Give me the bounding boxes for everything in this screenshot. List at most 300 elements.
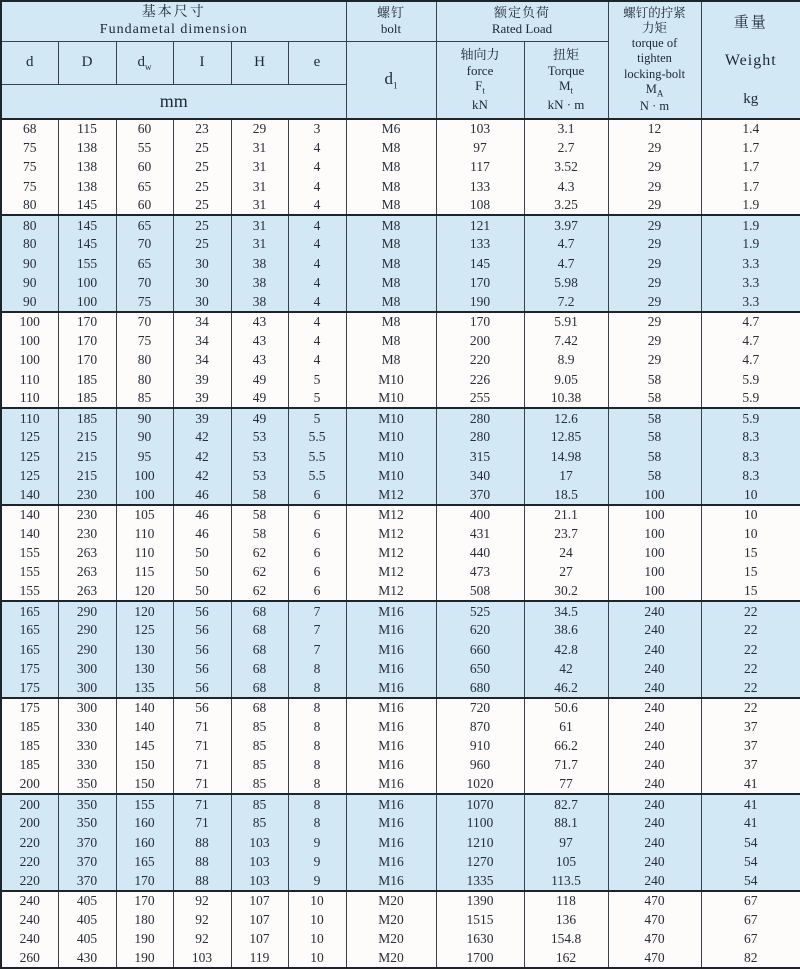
cell: 290 [58,601,116,620]
cell: 100 [116,466,173,485]
cell: 29 [608,138,701,157]
cell: 88 [173,833,231,852]
cell: 80 [1,235,58,254]
cell: 34 [173,312,231,331]
cell: 42 [173,466,231,485]
cell: 255 [436,389,524,408]
cell: 75 [1,177,58,196]
cell: 38.6 [524,621,608,640]
cell: 60 [116,119,173,138]
cell: M8 [346,331,436,350]
cell: 50 [173,563,231,582]
cell: 145 [58,235,116,254]
cell: 140 [116,717,173,736]
cell: 5.91 [524,312,608,331]
cell: 105 [116,505,173,524]
table-header [1,1,800,119]
cell: 29 [608,293,701,312]
cell: 29 [608,351,701,370]
cell: 240 [608,640,701,659]
cell: 68 [231,640,288,659]
table-row [1,273,800,292]
cell: 25 [173,138,231,157]
cell: 150 [116,775,173,794]
cell: M16 [346,698,436,717]
table-row [1,794,800,813]
cell: M12 [346,563,436,582]
cell: 4.7 [701,312,800,331]
cell: 25 [173,158,231,177]
col-d: d [1,41,58,84]
table-row [1,235,800,254]
cell: 440 [436,544,524,563]
cell: 103 [231,872,288,891]
cell: 56 [173,659,231,678]
cell: M10 [346,408,436,427]
cell: 4.7 [524,235,608,254]
header-locking-symbol: $M_A$ [645,81,664,99]
cell: 54 [701,833,800,852]
cell: M16 [346,621,436,640]
col-d1: $d_1$ [346,41,436,119]
cell: 1630 [436,929,524,948]
cell: 12 [608,119,701,138]
cell: 330 [58,717,116,736]
cell: 38 [231,273,288,292]
cell: 215 [58,447,116,466]
cell: 103 [436,119,524,138]
table-row [1,563,800,582]
cell: 4 [288,158,346,177]
cell: 10 [701,524,800,543]
cell: 100 [1,351,58,370]
cell: 263 [58,544,116,563]
cell: 23.7 [524,524,608,543]
torque-zh: 扭矩 [553,46,580,62]
cell: M10 [346,428,436,447]
cell: 66.2 [524,737,608,756]
cell: 4 [288,215,346,234]
cell: 155 [116,794,173,813]
header-bolt [346,1,436,41]
table-row [1,466,800,485]
cell: 29 [608,331,701,350]
cell: 107 [231,910,288,929]
table-row [1,929,800,948]
cell: 200 [1,775,58,794]
cell: 140 [1,486,58,505]
cell: 8.3 [701,447,800,466]
cell: 29 [608,177,701,196]
cell: 870 [436,717,524,736]
cell: 125 [116,621,173,640]
cell: 185 [58,408,116,427]
cell: 240 [608,833,701,852]
cell: 50 [173,582,231,601]
cell: 37 [701,717,800,736]
cell: 100 [58,293,116,312]
header-locking-en2: tighten [637,51,672,66]
cell: 113.5 [524,872,608,891]
table-row [1,601,800,620]
cell: 12.6 [524,408,608,427]
cell: M10 [346,466,436,485]
cell: 240 [608,717,701,736]
table-row [1,196,800,215]
cell: 68 [231,679,288,698]
cell: 240 [1,891,58,910]
cell: 29 [231,119,288,138]
cell: 100 [608,544,701,563]
cell: 405 [58,910,116,929]
cell: 7 [288,621,346,640]
cell: 330 [58,737,116,756]
cell: 39 [173,408,231,427]
cell: 49 [231,370,288,389]
cell: 10 [701,486,800,505]
cell: 22 [701,601,800,620]
cell: 350 [58,775,116,794]
cell: 29 [608,312,701,331]
cell: 120 [116,582,173,601]
cell: 110 [1,389,58,408]
cell: 200 [436,331,524,350]
cell: 1.9 [701,235,800,254]
cell: M16 [346,775,436,794]
cell: M12 [346,582,436,601]
cell: 215 [58,466,116,485]
cell: M12 [346,544,436,563]
cell: 23 [173,119,231,138]
cell: 3.97 [524,215,608,234]
cell: 30 [173,293,231,312]
cell: 5 [288,389,346,408]
cell: M8 [346,235,436,254]
cell: 4 [288,196,346,215]
cell: 1070 [436,794,524,813]
cell: 43 [231,331,288,350]
cell: 185 [58,370,116,389]
cell: 3.3 [701,273,800,292]
table-body [1,119,800,968]
table-row [1,621,800,640]
cell: 68 [231,659,288,678]
cell: 133 [436,177,524,196]
cell: 185 [1,717,58,736]
cell: 22 [701,659,800,678]
cell: 71 [173,737,231,756]
cell: 82 [701,949,800,968]
cell: 8 [288,698,346,717]
cell: 4 [288,351,346,370]
table-row [1,852,800,871]
cell: M16 [346,756,436,775]
cell: 130 [116,659,173,678]
cell: M10 [346,389,436,408]
cell: 46 [173,505,231,524]
cell: 65 [116,215,173,234]
cell: 29 [608,273,701,292]
cell: 4 [288,293,346,312]
force-en: force [466,62,494,78]
cell: 62 [231,563,288,582]
cell: 185 [1,756,58,775]
header-bolt-en: bolt [380,21,402,37]
cell: 5 [288,370,346,389]
cell: 150 [116,756,173,775]
cell: 53 [231,428,288,447]
cell: M16 [346,659,436,678]
cell: 70 [116,235,173,254]
cell: 5.5 [288,428,346,447]
cell: 77 [524,775,608,794]
table-row [1,814,800,833]
cell: 100 [608,524,701,543]
cell: 650 [436,659,524,678]
header-rated-load [436,1,608,41]
cell: 7.2 [524,293,608,312]
unit-mm: mm [1,84,346,119]
cell: 71.7 [524,756,608,775]
cell: 22 [701,640,800,659]
cell: 62 [231,544,288,563]
cell: 67 [701,929,800,948]
cell: 3.3 [701,254,800,273]
cell: 34 [173,331,231,350]
cell: M20 [346,929,436,948]
cell: 4.7 [701,351,800,370]
cell: 190 [436,293,524,312]
cell: 170 [58,331,116,350]
cell: 58 [231,524,288,543]
cell: 50 [173,544,231,563]
cell: 100 [58,273,116,292]
cell: 300 [58,698,116,717]
cell: 25 [173,215,231,234]
cell: 370 [436,486,524,505]
cell: 155 [1,544,58,563]
cell: M8 [346,254,436,273]
cell: 10 [288,929,346,948]
cell: 119 [231,949,288,968]
cell: M16 [346,794,436,813]
cell: 6 [288,524,346,543]
cell: 910 [436,737,524,756]
cell: 43 [231,351,288,370]
cell: 97 [436,138,524,157]
cell: 133 [436,235,524,254]
table-row [1,370,800,389]
cell: 90 [1,273,58,292]
cell: 54 [701,852,800,871]
cell: 8 [288,737,346,756]
cell: 120 [116,601,173,620]
cell: 1390 [436,891,524,910]
cell: 154.8 [524,929,608,948]
cell: 170 [436,273,524,292]
cell: 263 [58,582,116,601]
table-row [1,505,800,524]
cell: 31 [231,158,288,177]
cell: 5.5 [288,466,346,485]
cell: 473 [436,563,524,582]
cell: 240 [608,698,701,717]
cell: 100 [608,505,701,524]
cell: 165 [1,621,58,640]
cell: 56 [173,601,231,620]
cell: 508 [436,582,524,601]
cell: 31 [231,235,288,254]
cell: 49 [231,408,288,427]
cell: 18.5 [524,486,608,505]
cell: 230 [58,505,116,524]
cell: 165 [1,640,58,659]
cell: 6 [288,563,346,582]
cell: 290 [58,640,116,659]
cell: 88 [173,872,231,891]
cell: 470 [608,929,701,948]
cell: 71 [173,775,231,794]
cell: 27 [524,563,608,582]
cell: 8 [288,814,346,833]
header-rated-zh: 额定负荷 [494,5,551,21]
table-row [1,582,800,601]
cell: 405 [58,891,116,910]
cell: 58 [608,466,701,485]
cell: 115 [58,119,116,138]
cell: 6 [288,505,346,524]
cell: 4 [288,138,346,157]
cell: 30 [173,254,231,273]
cell: 240 [608,852,701,871]
cell: 42 [524,659,608,678]
cell: 1335 [436,872,524,891]
table-row [1,138,800,157]
cell: 240 [608,737,701,756]
cell: 220 [436,351,524,370]
cell: 85 [231,814,288,833]
cell: 160 [116,833,173,852]
cell: 370 [58,852,116,871]
table-row [1,119,800,138]
cell: 1100 [436,814,524,833]
cell: 117 [436,158,524,177]
cell: 90 [1,293,58,312]
cell: 9 [288,872,346,891]
cell: 145 [58,196,116,215]
header-weight [701,1,800,119]
cell: 62 [231,582,288,601]
cell: 240 [1,910,58,929]
cell: 54 [701,872,800,891]
cell: 80 [1,215,58,234]
cell: 29 [608,215,701,234]
cell: 138 [58,177,116,196]
cell: 145 [116,737,173,756]
header-weight-unit: kg [743,90,759,107]
table-row [1,640,800,659]
cell: 38 [231,293,288,312]
table-row [1,293,800,312]
cell: 350 [58,814,116,833]
cell: M8 [346,312,436,331]
cell: 1.4 [701,119,800,138]
col-D: D [58,41,116,84]
cell: 960 [436,756,524,775]
cell: 1210 [436,833,524,852]
cell: 82.7 [524,794,608,813]
table-row [1,775,800,794]
force-symbol: $F_t$ [475,78,485,96]
cell: 330 [58,756,116,775]
cell: 6 [288,486,346,505]
cell: 1.7 [701,138,800,157]
cell: 110 [1,370,58,389]
cell: 5.9 [701,408,800,427]
cell: 170 [58,312,116,331]
cell: 155 [1,582,58,601]
cell: 200 [1,794,58,813]
cell: 125 [1,428,58,447]
cell: 3.52 [524,158,608,177]
cell: 15 [701,563,800,582]
cell: M12 [346,524,436,543]
cell: 240 [608,601,701,620]
cell: 75 [1,138,58,157]
cell: 130 [116,640,173,659]
cell: 88.1 [524,814,608,833]
cell: 67 [701,910,800,929]
cell: 370 [58,833,116,852]
cell: 240 [608,814,701,833]
cell: 8 [288,794,346,813]
cell: 350 [58,794,116,813]
cell: 240 [608,679,701,698]
cell: M8 [346,273,436,292]
cell: M8 [346,158,436,177]
cell: 1.9 [701,196,800,215]
cell: 56 [173,621,231,640]
table-row [1,737,800,756]
cell: 9 [288,852,346,871]
cell: 5.98 [524,273,608,292]
cell: M16 [346,833,436,852]
cell: 25 [173,196,231,215]
cell: 85 [116,389,173,408]
cell: 170 [58,351,116,370]
cell: 38 [231,254,288,273]
torque-symbol: $M_t$ [558,78,574,96]
header-locking-zh2: 力矩 [642,20,668,35]
cell: 65 [116,177,173,196]
cell: 68 [231,621,288,640]
header-locking-unit: N · m [639,99,670,114]
cell: 240 [608,872,701,891]
cell: 165 [1,601,58,620]
cell: 53 [231,466,288,485]
col-H: H [231,41,288,84]
cell: M8 [346,351,436,370]
cell: 17 [524,466,608,485]
cell: 260 [1,949,58,968]
cell: 138 [58,138,116,157]
cell: 7 [288,601,346,620]
header-rated-en: Rated Load [491,21,553,37]
header-weight-en: Weight [724,52,777,70]
cell: 165 [116,852,173,871]
table-row [1,215,800,234]
cell: 300 [58,679,116,698]
